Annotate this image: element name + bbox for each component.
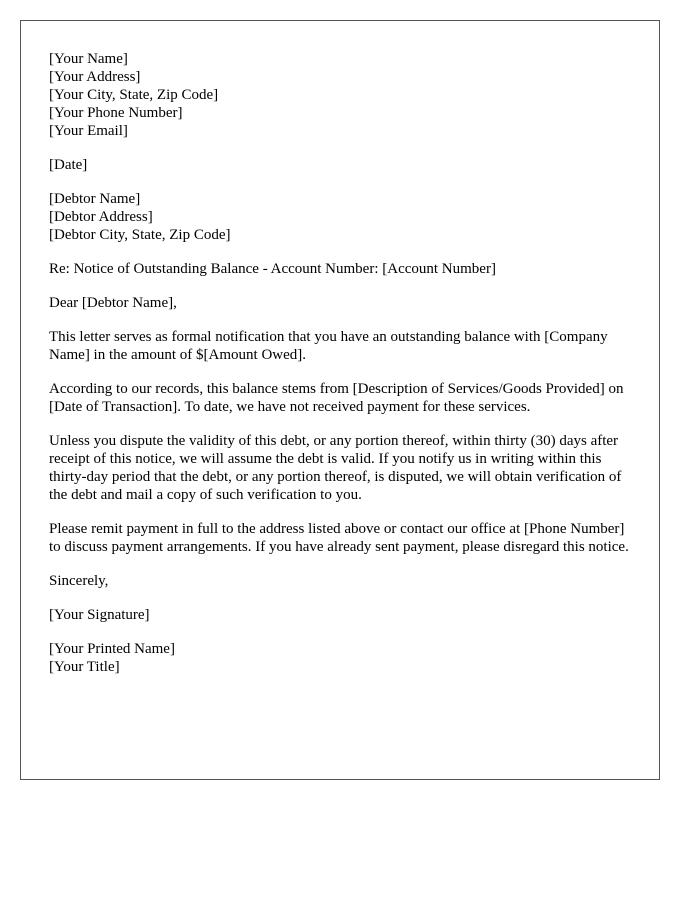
subject-line: Re: Notice of Outstanding Balance - Account Number: [Account Number] bbox=[49, 261, 496, 277]
body-paragraph-3: Unless you dispute the validity of this debt, or any portion thereof, within thirty (30) days after receipt of this notice, we will assume the debt is valid. If you notify us in writing within this thirty-day period that the debt, or any portion thereof, is disputed, we will obtain verification of the debt and mail a copy of such verification to you. bbox=[49, 433, 622, 503]
body-paragraph-4: Please remit payment in full to the address listed above or contact our office at [Phone Number] to discuss payment arrangements. If you have already sent payment, please disregard this notice. bbox=[49, 521, 629, 555]
salutation: Dear [Debtor Name], bbox=[49, 295, 177, 311]
body-paragraph-1: This letter serves as formal notification that you have an outstanding balance with [Company Name] in the amount of $[Amount Owed]. bbox=[49, 329, 608, 363]
date-block bbox=[49, 156, 631, 174]
sender-address: [Your Address] bbox=[49, 69, 141, 85]
body-paragraph-2: According to our records, this balance stems from [Description of Services/Goods Provided] on [Date of Transaction]. To date, we have not received payment for these services. bbox=[49, 381, 624, 415]
letter-page bbox=[20, 20, 660, 780]
letter-date: [Date] bbox=[49, 157, 88, 173]
recipient-address: [Debtor Address] bbox=[49, 209, 153, 225]
signature-placeholder: [Your Signature] bbox=[49, 607, 150, 623]
sender-name: [Your Name] bbox=[49, 51, 128, 67]
recipient-city-state-zip: [Debtor City, State, Zip Code] bbox=[49, 227, 231, 243]
closing: Sincerely, bbox=[49, 573, 109, 589]
sender-phone: [Your Phone Number] bbox=[49, 105, 183, 121]
sender-block bbox=[49, 50, 631, 140]
signoff-block bbox=[49, 640, 631, 676]
recipient-name: [Debtor Name] bbox=[49, 191, 141, 207]
sender-email: [Your Email] bbox=[49, 123, 128, 139]
printed-name: [Your Printed Name] bbox=[49, 641, 175, 657]
signer-title: [Your Title] bbox=[49, 659, 120, 675]
sender-city-state-zip: [Your City, State, Zip Code] bbox=[49, 87, 219, 103]
recipient-block bbox=[49, 190, 631, 244]
